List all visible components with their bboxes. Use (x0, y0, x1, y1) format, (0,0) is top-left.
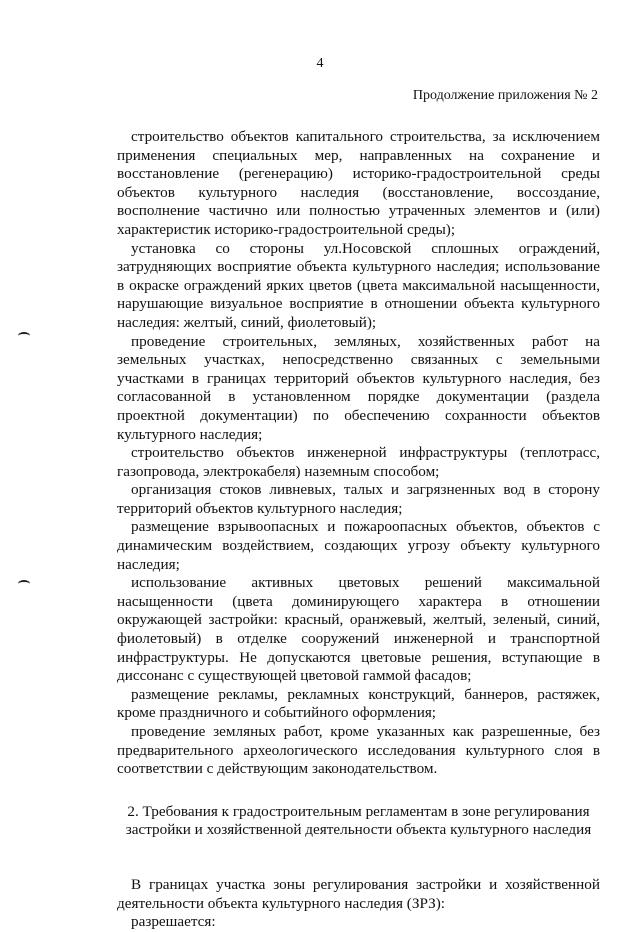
appendix-note: Продолжение приложения № 2 (412, 88, 598, 103)
margin-mark (18, 332, 30, 340)
restriction-paragraph: установка со стороны ул.Носовской сплошных ограждений, затрудняющих восприятие объекта культурного наследия; использование в окраске ограждений ярких цветов (цвета максимальной насыщенности, нарушающие визуальное восприятие в отношении объекта культурного наследия: желтый, синий, фиолетовый); (117, 239, 600, 331)
margin-mark (18, 580, 30, 588)
section-heading-line: застройки и хозяйственной деятельности объекта культурного наследия (125, 821, 592, 839)
section-intro-paragraph: В границах участка зоны регулирования застройки и хозяйственной деятельности объекта культурного наследия (ЗРЗ): (117, 875, 600, 912)
restriction-paragraph: строительство объектов капитального строительства, за исключением применения специальных мер, направленных на сохранение и восстановление (регенерацию) историко-градостроительной среды объектов культурного наследия (восстановление, воссоздание, восполнение частично или полностью утраченных элементов и (или) характеристик историко-градостроительной среды); (117, 128, 600, 238)
document-body (117, 128, 600, 932)
restriction-paragraph: размещение взрывоопасных и пожароопасных объектов, объектов с динамическим воздействием, создающих угрозу объекту культурного наследия; (117, 518, 600, 573)
restriction-paragraph: организация стоков ливневых, талых и загрязненных вод в сторону территорий объектов культурного наследия; (117, 481, 600, 517)
allowed-label: разрешается: (131, 913, 216, 931)
restriction-paragraph: размещение рекламы, рекламных конструкций, баннеров, растяжек, кроме праздничного и событийного оформления; (117, 685, 600, 722)
restriction-paragraph: проведение земляных работ, кроме указанных как разрешенные, без предварительного археологического исследования культурного слоя в соответствии с действующим законодательством. (117, 723, 600, 778)
page-number: 4 (316, 56, 324, 71)
section-heading (117, 803, 600, 840)
restriction-paragraph: использование активных цветовых решений максимальной насыщенности (цвета доминирующего характера в отношении окружающей застройки: красный, оранжевый, желтый, зеленый, синий, фиолетовый) в отделке сооружений инженерной и транспортной инфраструктуры. Не допускаются цветовые решения, вступающие в диссонанс с существующей цветовой гаммой фасадов; (117, 574, 600, 685)
restriction-paragraph: проведение строительных, земляных, хозяйственных работ на земельных участках, непосредственно связанных с земельными участками в границах территорий объектов культурного наследия, без согласованной в установленном порядке документации (раздела проектной документации) по обеспечению сохранности объектов культурного наследия; (117, 332, 600, 443)
section-heading-line: 2. Требования к градостроительным регламентам в зоне регулирования (127, 802, 590, 820)
restriction-paragraph: строительство объектов инженерной инфраструктуры (теплотрасс, газопровода, электрокабеля) наземным способом; (117, 444, 600, 480)
